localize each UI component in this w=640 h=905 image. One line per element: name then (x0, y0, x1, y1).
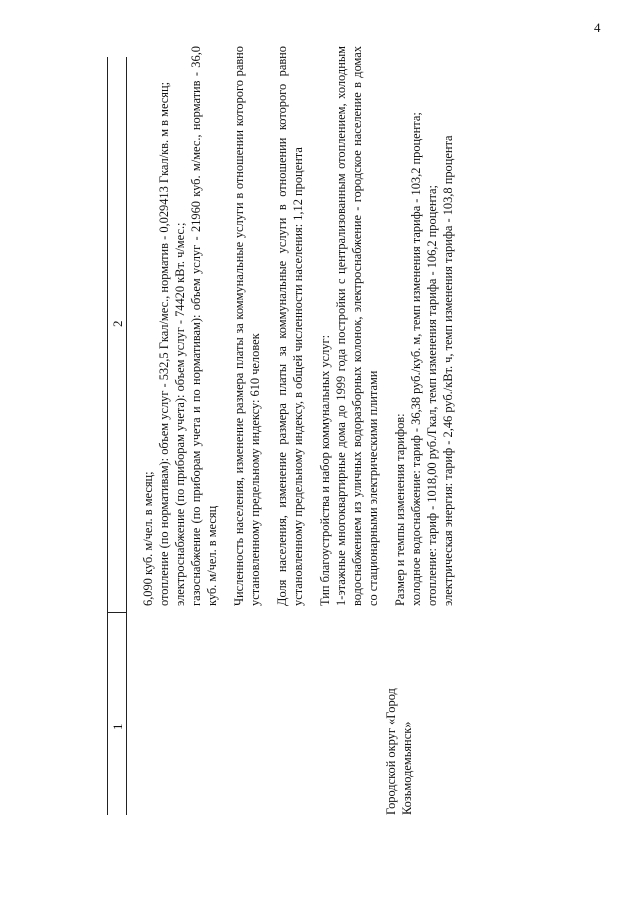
housing-type-text: 1-этажные многоквартирные дома до 1999 года постройки с централизованным отоплением, холодным водоснабжением из уличных водоразборных колонок, электроснабжение - городское население в домах со стационарными электрическими плитами (334, 46, 380, 606)
housing-type-heading: Тип благоустройства и набор коммунальных услуг: (318, 334, 332, 606)
header-row-border (126, 57, 127, 815)
tariff-line: холодное водоснабжение: тариф - 36,38 руб./куб. м, темп изменения тарифа - 103,2 процента; (409, 112, 423, 606)
column-separator (107, 612, 126, 613)
population-share-paragraph: Доля населения, изменение размера платы за коммунальные услуги в отношении которого равно установленному предельному индексу, в общей численности населения: 1,12 процента (275, 46, 305, 606)
continuation-line: электроснабжение (по приборам учета): объем услуг - 74420 кВт. ч/мес.; (173, 222, 187, 606)
continuation-line: 6,090 куб. м/чел. в месяц; (141, 471, 155, 606)
table-top-border (107, 57, 108, 815)
tariffs-heading: Размер и темпы изменения тарифов: (393, 413, 407, 606)
column-number-2: 2 (110, 320, 125, 327)
tariff-line: электрическая энергия: тариф - 2,46 руб./кВт. ч, темп изменения тарифа - 103,8 процента (441, 135, 455, 606)
continuation-line: газоснабжение (по приборам учета и по нормативам): объем услуг - 21960 куб. м/мес., норматив - 36,0 куб. м/чел. в месяц (189, 46, 219, 606)
indicators-cell (140, 46, 456, 606)
continuation-line: отопление (по нормативам): объем услуг - 532,5 Гкал/мес., норматив - 0,029413 Гкал/кв. м в месяц; (157, 81, 171, 606)
column-number-1: 1 (110, 723, 125, 730)
page-number: 4 (594, 20, 601, 35)
population-count-paragraph: Численность населения, изменение размера платы за коммунальные услуги в отношении которого равно установленному предельному индексу: 610 человек (232, 46, 262, 606)
tariff-line: отопление: тариф - 1018,00 руб./Гкал, темп изменения тарифа - 106,2 процента; (425, 185, 439, 606)
district-name-cell: Городской округ «Город Козьмодемьянск» (384, 688, 414, 815)
